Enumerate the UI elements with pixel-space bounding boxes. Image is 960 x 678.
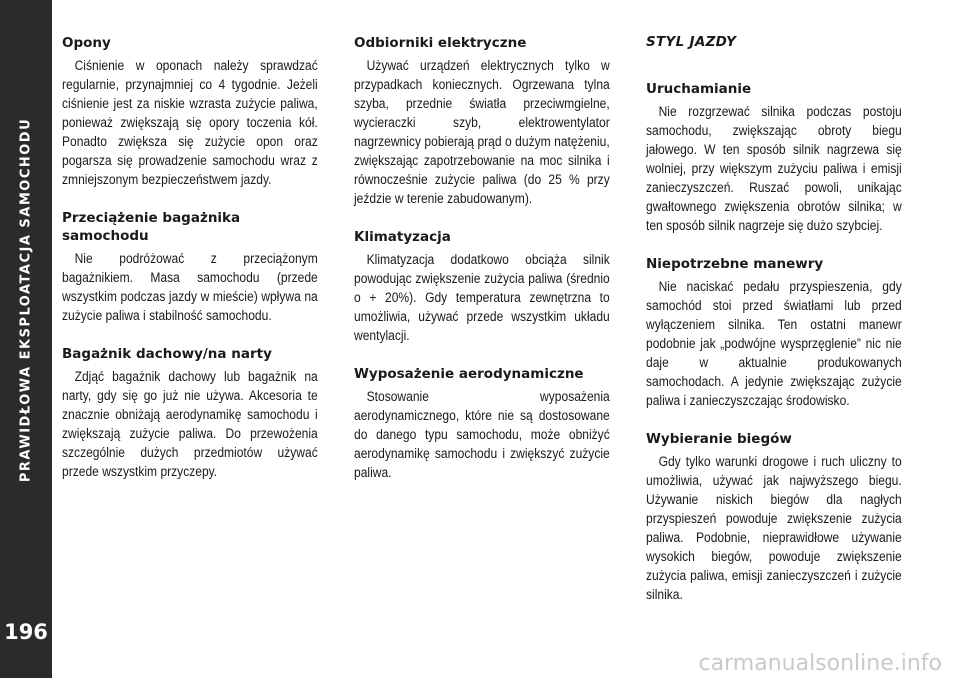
paragraph-opony: Ciśnienie w oponach należy sprawdzać regularnie, przynajmniej co 4 tygodnie. Jeżeli ciśnienie jest za niskie wzrasta zużycie paliwa, ponieważ zwiększają się opory toczenia kół. Ponadto zwiększa się zużycie opon oraz pogarsza się prowadzenie samochodu wraz z zmniejszonym bezpieczeństwem jazdy. — [62, 58, 318, 187]
heading-odbiorniki: Odbiorniki elektryczne — [354, 35, 527, 51]
watermark: carmanualsonline.info — [698, 651, 942, 676]
column-2 — [354, 34, 610, 502]
paragraph-uruchamianie: Nie rozgrzewać silnika podczas postoju samochodu, zwiększając obroty biegu jałowego. W ten sposób silnik nagrzewa się wolniej, przy większym zużyciu paliwa i emisji zanieczyszczeń. Ruszać powoli, unikając gwałtownego zwiększenia obrotów silnika; w ten sposób silnik nagrzeje się dużo szybciej. — [646, 104, 902, 233]
paragraph-przeciazenie: Nie podróżować z przeciążonym bagażnikiem. Masa samochodu (przede wszystkim podczas jazdy w mieście) wpływa na zużycie paliwa i stabilność samochodu. — [62, 251, 318, 323]
heading-bagaznik: Bagażnik dachowy/na narty — [62, 346, 272, 362]
section-title: PRAWIDŁOWA EKSPLOATACJA SAMOCHODU — [18, 117, 34, 483]
sidebar — [0, 0, 52, 678]
paragraph-klimatyzacja: Klimatyzacja dodatkowo obciąża silnik powodując zwiększenie zużycia paliwa (średnio o + 20%). Gdy temperatura zewnętrzna to umożliwia, używać przede wszystkim układu wentylacji. — [354, 252, 610, 343]
paragraph-manewry: Nie naciskać pedału przyspieszenia, gdy samochód stoi przed światłami lub przed wyłączeniem silnika. Ten ostatni manewr podobnie jak „podwójne wysprzęglenie” nic nie daje w aktualnie produkowanych samochodach. A jedynie zwiększając zużycie paliwa i zanieczyszczając środowisko. — [646, 279, 902, 408]
column-1 — [62, 34, 318, 501]
paragraph-bagaznik: Zdjąć bagażnik dachowy lub bagażnik na narty, gdy się go już nie używa. Akcesoria te znacznie obniżają aerodynamikę samochodu i zwiększają zużycie paliwa. Do przewożenia szczególnie dużych przedmiotów używać przede wszystkim przyczepy. — [62, 369, 318, 479]
page-number: 196 — [4, 620, 48, 644]
column-3 — [646, 34, 902, 624]
paragraph-odbiorniki: Używać urządzeń elektrycznych tylko w przypadkach koniecznych. Ogrzewana tylna szyba, przednie światła przeciwmgielne, wycieraczki szyb, elektrowentylator nagrzewnicy pobierają prąd o dużym natężeniu, zwiększając zapotrzebowanie na moc silnika i równocześnie zużycie paliwa (do 25 % przy jeździe w terenie zabudowanym). — [354, 58, 610, 206]
heading-aerodynamika: Wyposażenie aerodynamiczne — [354, 366, 584, 382]
heading-opony: Opony — [62, 35, 111, 51]
paragraph-aerodynamika: Stosowanie wyposażenia aerodynamicznego, które nie są dostosowane do danego typu samochodu, może obniżyć aerodynamikę samochodu i zwiększyć zużycie paliwa. — [354, 389, 610, 480]
paragraph-biegi: Gdy tylko warunki drogowe i ruch uliczny to umożliwia, używać jak najwyższego biegu. Używanie niskich biegów dla nagłych przyspieszeń powoduje zwiększenie zużycia paliwa. Podobnie, nieprawidłowe używanie wysokich biegów, powoduje zwiększenie zużycia paliwa, emisji zanieczyszczeń i zużycie silnika. — [646, 454, 902, 602]
heading-przeciazenie: Przeciążenie bagażnika samochodu — [62, 210, 241, 244]
heading-manewry: Niepotrzebne manewry — [646, 256, 824, 272]
chapter-title: STYL JAZDY — [646, 34, 737, 50]
heading-uruchamianie: Uruchamianie — [646, 81, 752, 97]
heading-klimatyzacja: Klimatyzacja — [354, 229, 451, 245]
heading-biegi: Wybieranie biegów — [646, 431, 792, 447]
